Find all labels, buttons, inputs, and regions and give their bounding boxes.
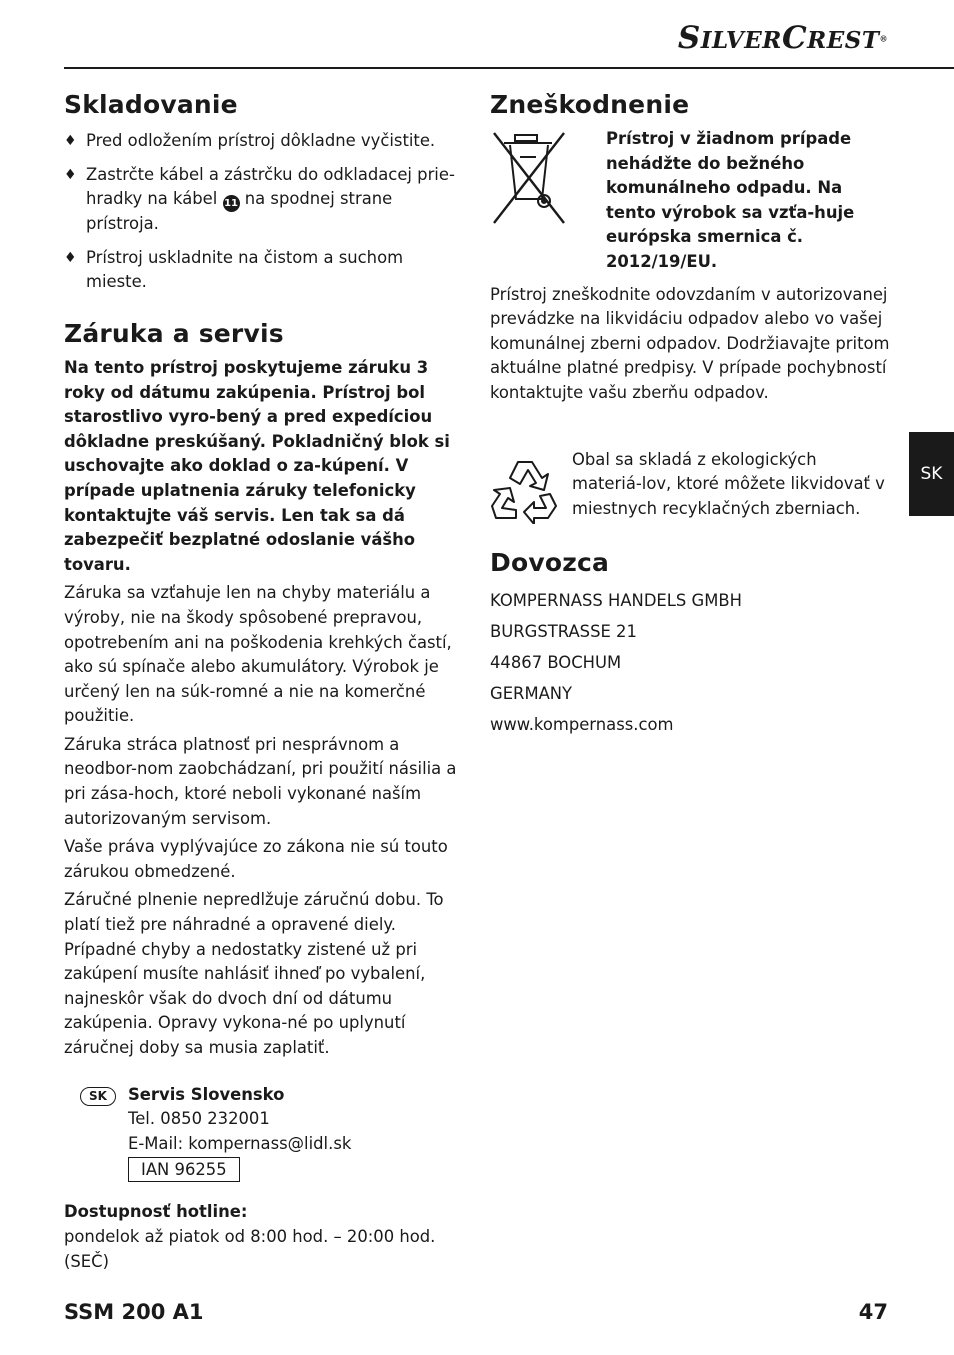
packaging-notice: [490, 448, 890, 524]
service-name: Servis Slovensko: [128, 1084, 285, 1104]
warranty-paragraph: Záruka sa vzťahuje len na chyby materiálu a výroby, nie na škody spôsobené prepravou, opotrebením ani na poškodenia krehkých častí, ako sú spínače alebo akumulátory. Výrobok je určený len na súk-romné a nie na komerčné použitie.: [64, 583, 452, 726]
hotline: [64, 1200, 464, 1274]
importer-website: www.kompernass.com: [490, 714, 674, 734]
packaging-text: Obal sa skladá z ekologických materiá-lov, ktoré môžete likvidovať v miestnych recyklačných zberniach.: [572, 449, 885, 518]
left-column: [64, 90, 464, 1274]
warranty-paragraph: Záručné plnenie nepredlžuje záručnú dobu. To platí tiež pre náhradné a opravené diely. Prípadné chyby a nedostatky zistené už pri zakúpení musíte nahlásiť ihneď po vybalení, najneskôr však do dvoch dní od dátumu zakúpenia. Opravy vykona-né po uplynutí záručnej doby sa musia zaplatiť.: [64, 890, 444, 1057]
list-item: ♦ Zastrčte kábel a zástrčku do odkladacej prie-hradky na kábel 11 na spodnej strane prístroja.: [64, 164, 455, 234]
language-tab: SK: [909, 432, 954, 516]
service-contact: [64, 1083, 464, 1183]
disposal-warning: Prístroj v žiadnom prípade nehádžte do bežného komunálneho odpadu. Na tento výrobok sa vzťa-huje európska smernica č. 2012/19/EU.: [606, 129, 855, 271]
silvercrest-logo: SILVERCREST®: [677, 20, 888, 56]
list-item: ♦ Pred odložením prístroj dôkladne vyčistite.: [64, 129, 464, 154]
storage-heading: Skladovanie: [64, 90, 238, 119]
list-item: ♦ Prístroj uskladnite na čistom a suchom mieste.: [64, 247, 404, 292]
part-number-11-icon: 11: [223, 195, 240, 212]
storage-list: [64, 129, 464, 295]
importer-heading: Dovozca: [490, 547, 610, 577]
recycle-icon: [490, 456, 562, 524]
bullet-diamond-icon: ♦: [64, 166, 77, 183]
bullet-diamond-icon: ♦: [64, 133, 77, 149]
warranty-heading: Záruka a servis: [64, 318, 284, 348]
warranty-intro: Na tento prístroj poskytujeme záruku 3 roky od dátumu zakúpenia. Prístroj bol starostlivo vyro-bený a pred expedíciou dôkladne preskúšaný. Pokladničný blok si uschovajte ako doklad o za-kúpení. V prípade uplatnenia záruky telefonicky kontaktujte váš servis. Len tak sa dá zabezpečiť bezplatné odoslanie vášho tovaru.: [64, 357, 450, 574]
hotline-hours: pondelok až piatok od 8:00 hod. – 20:00 hod. (SEČ): [64, 1226, 436, 1271]
right-column: [490, 90, 890, 740]
footer-model: SSM 200 A1: [64, 1300, 204, 1324]
crossed-bin-icon: [490, 129, 570, 229]
country-badge: SK: [80, 1087, 116, 1106]
disposal-heading: Zneškodnenie: [490, 90, 690, 119]
service-phone: Tel. 0850 232001: [128, 1109, 270, 1129]
service-email: E-Mail: kompernass@lidl.sk: [128, 1133, 352, 1153]
warranty-paragraph: Vaše práva vyplývajúce zo zákona nie sú touto zárukou obmedzené.: [64, 837, 448, 881]
ian-number: IAN 96255: [128, 1157, 240, 1182]
header-rule: [64, 67, 954, 69]
bullet-diamond-icon: ♦: [64, 249, 77, 266]
hotline-title: Dostupnosť hotline:: [64, 1202, 248, 1222]
page-number: 47: [858, 1300, 888, 1324]
weee-notice: [490, 127, 890, 275]
disposal-text: Prístroj zneškodnite odovzdaním v autorizovanej prevádzke na likvidáciu odpadov alebo vo vašej komunálnej zberni odpadov. Dodržiavajte pritom aktuálne platné predpisy. V prípade pochybností kontaktujte vašu zberňu odpadov.: [490, 284, 890, 402]
warranty-paragraph: Záruka stráca platnosť pri nesprávnom a neodbor-nom zaobchádzaní, pri použití násilia a pri zása-hoch, ktoré neboli vykonané naším autorizovaným servisom.: [64, 734, 457, 828]
importer-address: KOMPERNASS HANDELS GMBH BURGSTRASSE 21 44867 BOCHUM GERMANY www.kompernass.com: [490, 585, 890, 740]
